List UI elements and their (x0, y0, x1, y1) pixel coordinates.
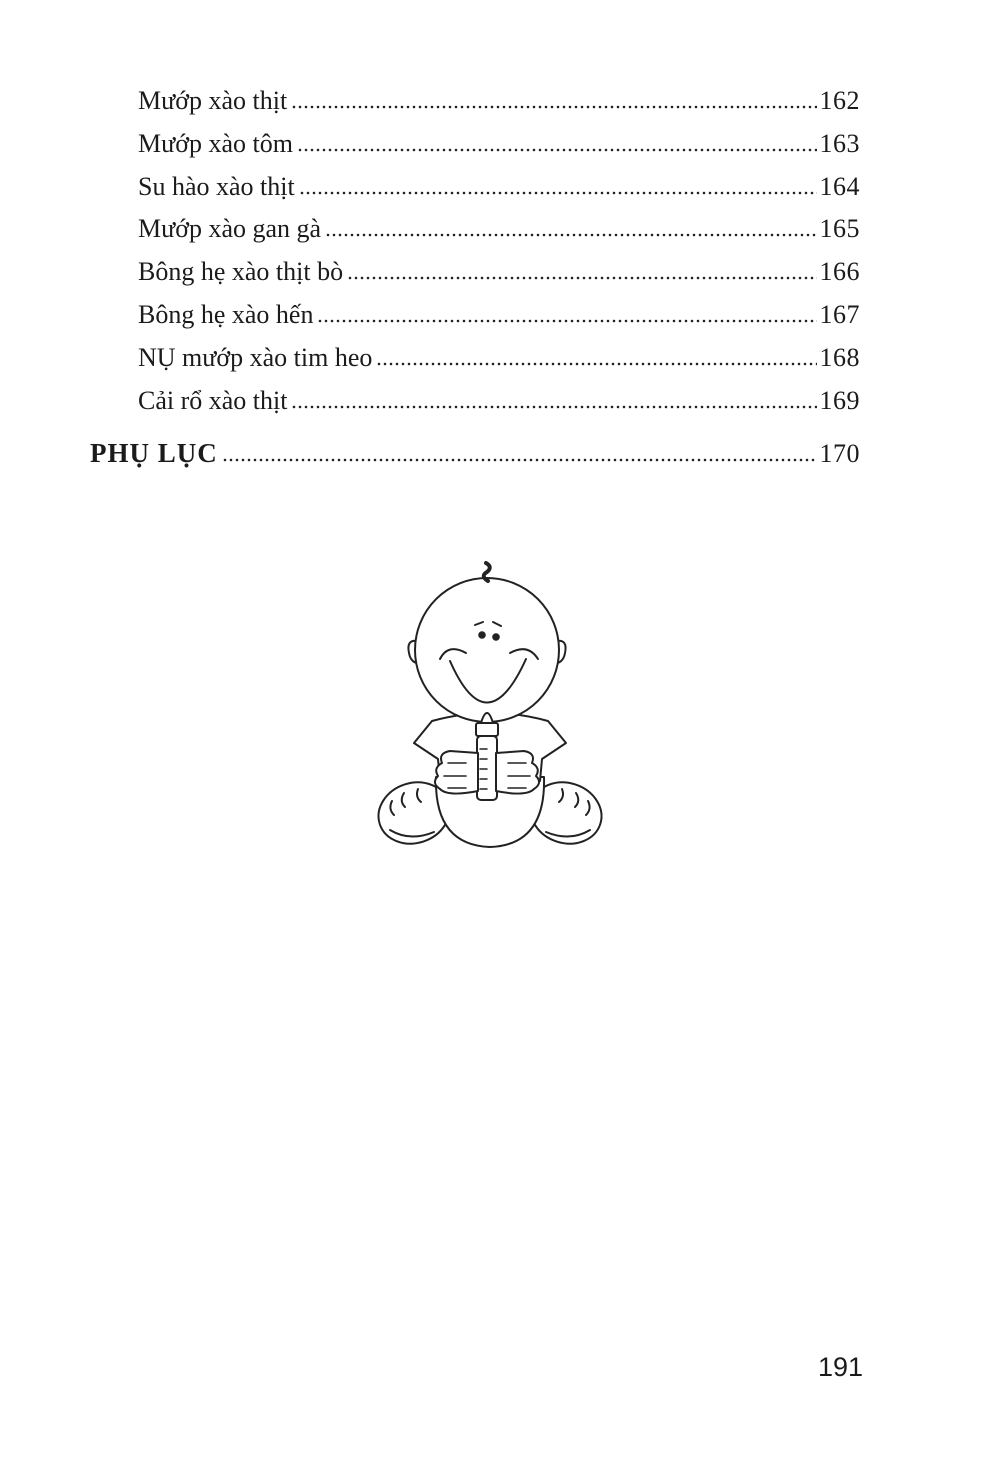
baby-with-bottle-icon (370, 555, 610, 860)
dot-leader (222, 458, 817, 462)
toc-entry-title: Bông hẹ xào hến (138, 299, 314, 329)
dot-leader (291, 405, 816, 409)
left-hand (435, 751, 478, 794)
toc-entry-page: 169 (819, 385, 860, 415)
toc-entry-page: 165 (819, 214, 860, 244)
toc-entry (138, 337, 860, 380)
dot-leader (299, 191, 817, 195)
toc-entry (138, 166, 860, 209)
left-eye (479, 632, 485, 638)
toc-entry-page: 164 (819, 171, 860, 201)
appendix-page: 170 (819, 439, 860, 468)
bottle-icon (476, 713, 498, 800)
toc-entry-title: NỤ mướp xào tim heo (138, 342, 373, 372)
toc-entry-title: Mướp xào gan gà (138, 214, 322, 244)
baby-head (408, 563, 565, 722)
toc-entry (138, 123, 860, 166)
toc-entry-title: Mướp xào thịt (138, 86, 288, 115)
dot-leader (325, 233, 816, 237)
right-hand (496, 751, 539, 794)
toc-entry-page: 162 (819, 86, 860, 115)
toc-entry-page: 167 (819, 299, 860, 329)
table-of-contents (138, 80, 860, 422)
toc-entry (138, 294, 860, 337)
right-eye (493, 634, 499, 640)
toc-entry (138, 208, 860, 251)
dot-leader (291, 105, 816, 109)
toc-entry-title: Bông hẹ xào thịt bò (138, 257, 344, 287)
toc-entry-title: Su hào xào thịt (138, 171, 295, 201)
dot-leader (317, 319, 816, 323)
toc-entry (138, 251, 860, 294)
page-number: 191 (818, 1352, 864, 1382)
toc-entry-page: 168 (819, 342, 860, 372)
toc-entry (138, 80, 860, 123)
toc-entry-page: 163 (819, 128, 860, 158)
toc-appendix-entry (90, 432, 860, 475)
dot-leader (297, 148, 817, 152)
toc-entry-page: 166 (819, 257, 860, 287)
toc-entry-title: Mướp xào tôm (138, 128, 293, 158)
appendix-title: PHỤ LỤC (90, 438, 218, 468)
toc-entry (138, 380, 860, 423)
toc-entry-title: Cải rổ xào thịt (138, 385, 288, 415)
dot-leader (347, 276, 816, 280)
dot-leader (376, 362, 816, 366)
